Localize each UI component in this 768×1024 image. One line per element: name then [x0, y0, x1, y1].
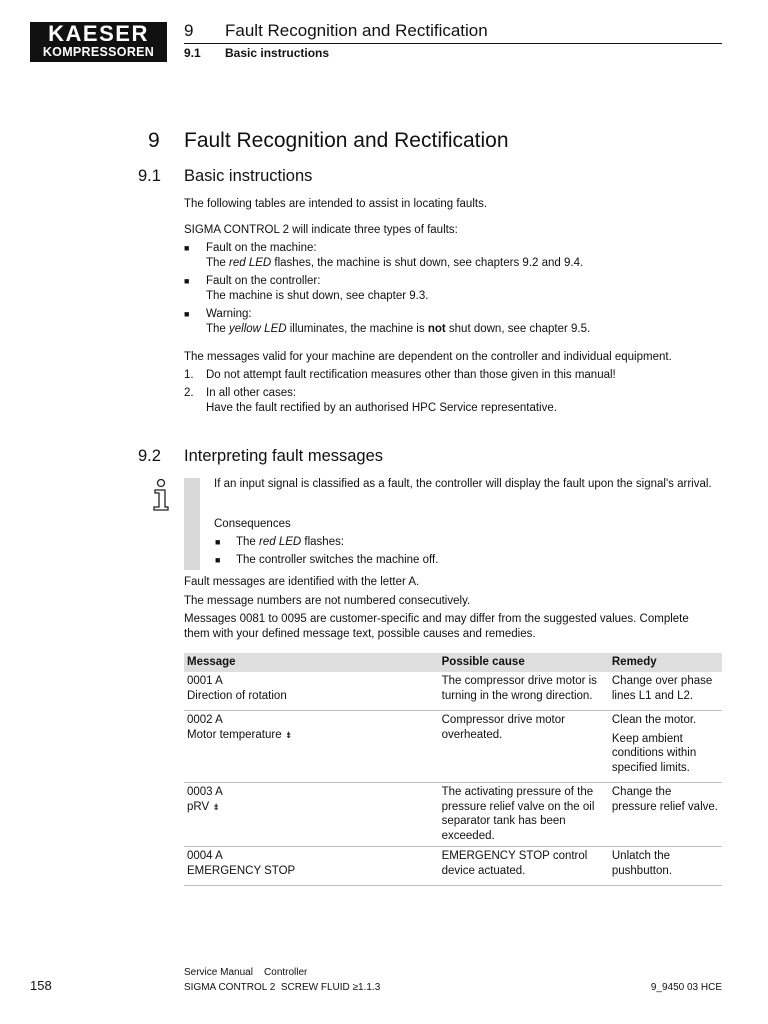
bullet-warning-text: The yellow LED illuminates, the machine is not shut down, see chapter 9.5.	[206, 322, 591, 335]
chapter-number: 9	[148, 129, 160, 152]
bullet-warning	[206, 307, 726, 336]
step-2-title: In all other cases:	[206, 387, 297, 399]
intro-text: The following tables are intended to assist in locating faults.	[184, 198, 488, 210]
bullet-icon: ■	[184, 309, 190, 319]
table-row	[184, 711, 722, 783]
consequence-machine-off: The controller switches the machine off.	[236, 554, 439, 566]
bullet-controller-fault-text: The machine is shut down, see chapter 9.3.	[206, 289, 429, 302]
message-name: pRV ⇟	[187, 800, 220, 813]
step-2-text: Have the fault rectified by an authorised HPC Service representative.	[206, 401, 557, 414]
step-1-number: 1.	[184, 369, 194, 381]
column-header-remedy: Remedy	[609, 653, 722, 672]
document-number: 9_9450 03 HCE	[650, 982, 722, 993]
table-row	[184, 847, 722, 886]
info-icon	[150, 478, 172, 512]
section-9-2-title: Interpreting fault messages	[184, 447, 384, 465]
reset-mark-icon: ⇟	[284, 729, 293, 740]
logo-line2: KOMPRESSOREN	[42, 45, 155, 59]
paragraph-numbering: The message numbers are not numbered consecutively.	[184, 595, 471, 607]
footer-line1: Service Manual Controller	[184, 967, 308, 978]
section-9-1-number: 9.1	[138, 167, 161, 185]
bullet-icon: ■	[215, 555, 221, 565]
message-name: EMERGENCY STOP	[187, 864, 296, 877]
message-name: Direction of rotation	[187, 689, 287, 702]
message-code: 0004 A	[187, 850, 223, 862]
note-text: If an input signal is classified as a fault, the controller will display the fault upon the signal's arrival.	[214, 478, 712, 490]
message-code: 0001 A	[187, 675, 223, 687]
header-chapter-title: Fault Recognition and Rectification	[225, 21, 488, 40]
header-section-number: 9.1	[184, 46, 201, 60]
fault-table	[184, 653, 722, 886]
remedy-cell: Change over phase lines L1 and L2.	[609, 672, 722, 711]
table-row	[184, 672, 722, 711]
bullet-machine-fault-title: Fault on the machine:	[206, 242, 317, 254]
cause-cell: The compressor drive motor is turning in the wrong direction.	[439, 672, 609, 711]
header-rule	[184, 43, 722, 44]
message-cell	[184, 711, 439, 783]
bullet-controller-fault-title: Fault on the controller:	[206, 275, 321, 287]
section-9-1-title: Basic instructions	[184, 167, 313, 185]
step-1-text: Do not attempt fault rectification measures other than those given in this manual!	[206, 369, 616, 381]
bullet-icon: ■	[184, 243, 190, 253]
bullet-machine-fault	[206, 241, 726, 270]
paragraph-customer-specific: Messages 0081 to 0095 are customer-specific and may differ from the suggested values. Complete them with your defined message text, possible causes and remedies.	[184, 613, 689, 640]
bullet-machine-fault-text: The red LED flashes, the machine is shut down, see chapters 9.2 and 9.4.	[206, 256, 584, 269]
header-section-title: Basic instructions	[225, 46, 330, 60]
table-header-row	[184, 653, 722, 672]
remedy-cell: Clean the motor. Keep ambient conditions within specified limits.	[609, 711, 722, 783]
table-row	[184, 783, 722, 847]
message-code: 0003 A	[187, 786, 223, 798]
message-name: Motor temperature ⇟	[187, 728, 293, 741]
section-9-2-number: 9.2	[138, 447, 161, 465]
header-chapter-number: 9	[184, 21, 194, 40]
logo-line1: KAESER	[48, 21, 149, 46]
cause-cell: The activating pressure of the pressure relief valve on the oil separator tank has been exceeded.	[439, 783, 609, 847]
chapter-title: Fault Recognition and Rectification	[184, 129, 509, 152]
reset-mark-icon: ⇟	[212, 801, 220, 812]
page-number: 158	[30, 978, 52, 993]
remedy-cell: Change the pressure relief valve.	[609, 783, 722, 847]
column-header-cause: Possible cause	[439, 653, 609, 672]
message-code: 0002 A	[187, 714, 223, 726]
step-2-number: 2.	[184, 387, 194, 399]
bullet-controller-fault	[206, 274, 726, 303]
consequences-label: Consequences	[214, 518, 291, 530]
fault-types-intro: SIGMA CONTROL 2 will indicate three types of faults:	[184, 224, 458, 236]
footer-line2: SIGMA CONTROL 2 SCREW FLUID ≥1.1.3	[184, 982, 381, 993]
valid-messages-text: The messages valid for your machine are dependent on the controller and individual equipment.	[184, 351, 672, 363]
column-header-message: Message	[184, 653, 439, 672]
cause-cell: EMERGENCY STOP control device actuated.	[439, 847, 609, 886]
consequence-red-led: The red LED flashes:	[236, 536, 345, 548]
cause-cell: Compressor drive motor overheated.	[439, 711, 609, 783]
message-cell	[184, 783, 439, 847]
kaeser-logo	[30, 22, 167, 62]
bullet-icon: ■	[184, 276, 190, 286]
note-bar	[184, 478, 200, 570]
paragraph-letter-a: Fault messages are identified with the letter A.	[184, 576, 420, 588]
message-cell	[184, 672, 439, 711]
message-cell	[184, 847, 439, 886]
bullet-warning-title: Warning:	[206, 308, 252, 320]
bullet-icon: ■	[215, 537, 221, 547]
step-2	[206, 386, 726, 415]
remedy-cell: Unlatch the pushbutton.	[609, 847, 722, 886]
